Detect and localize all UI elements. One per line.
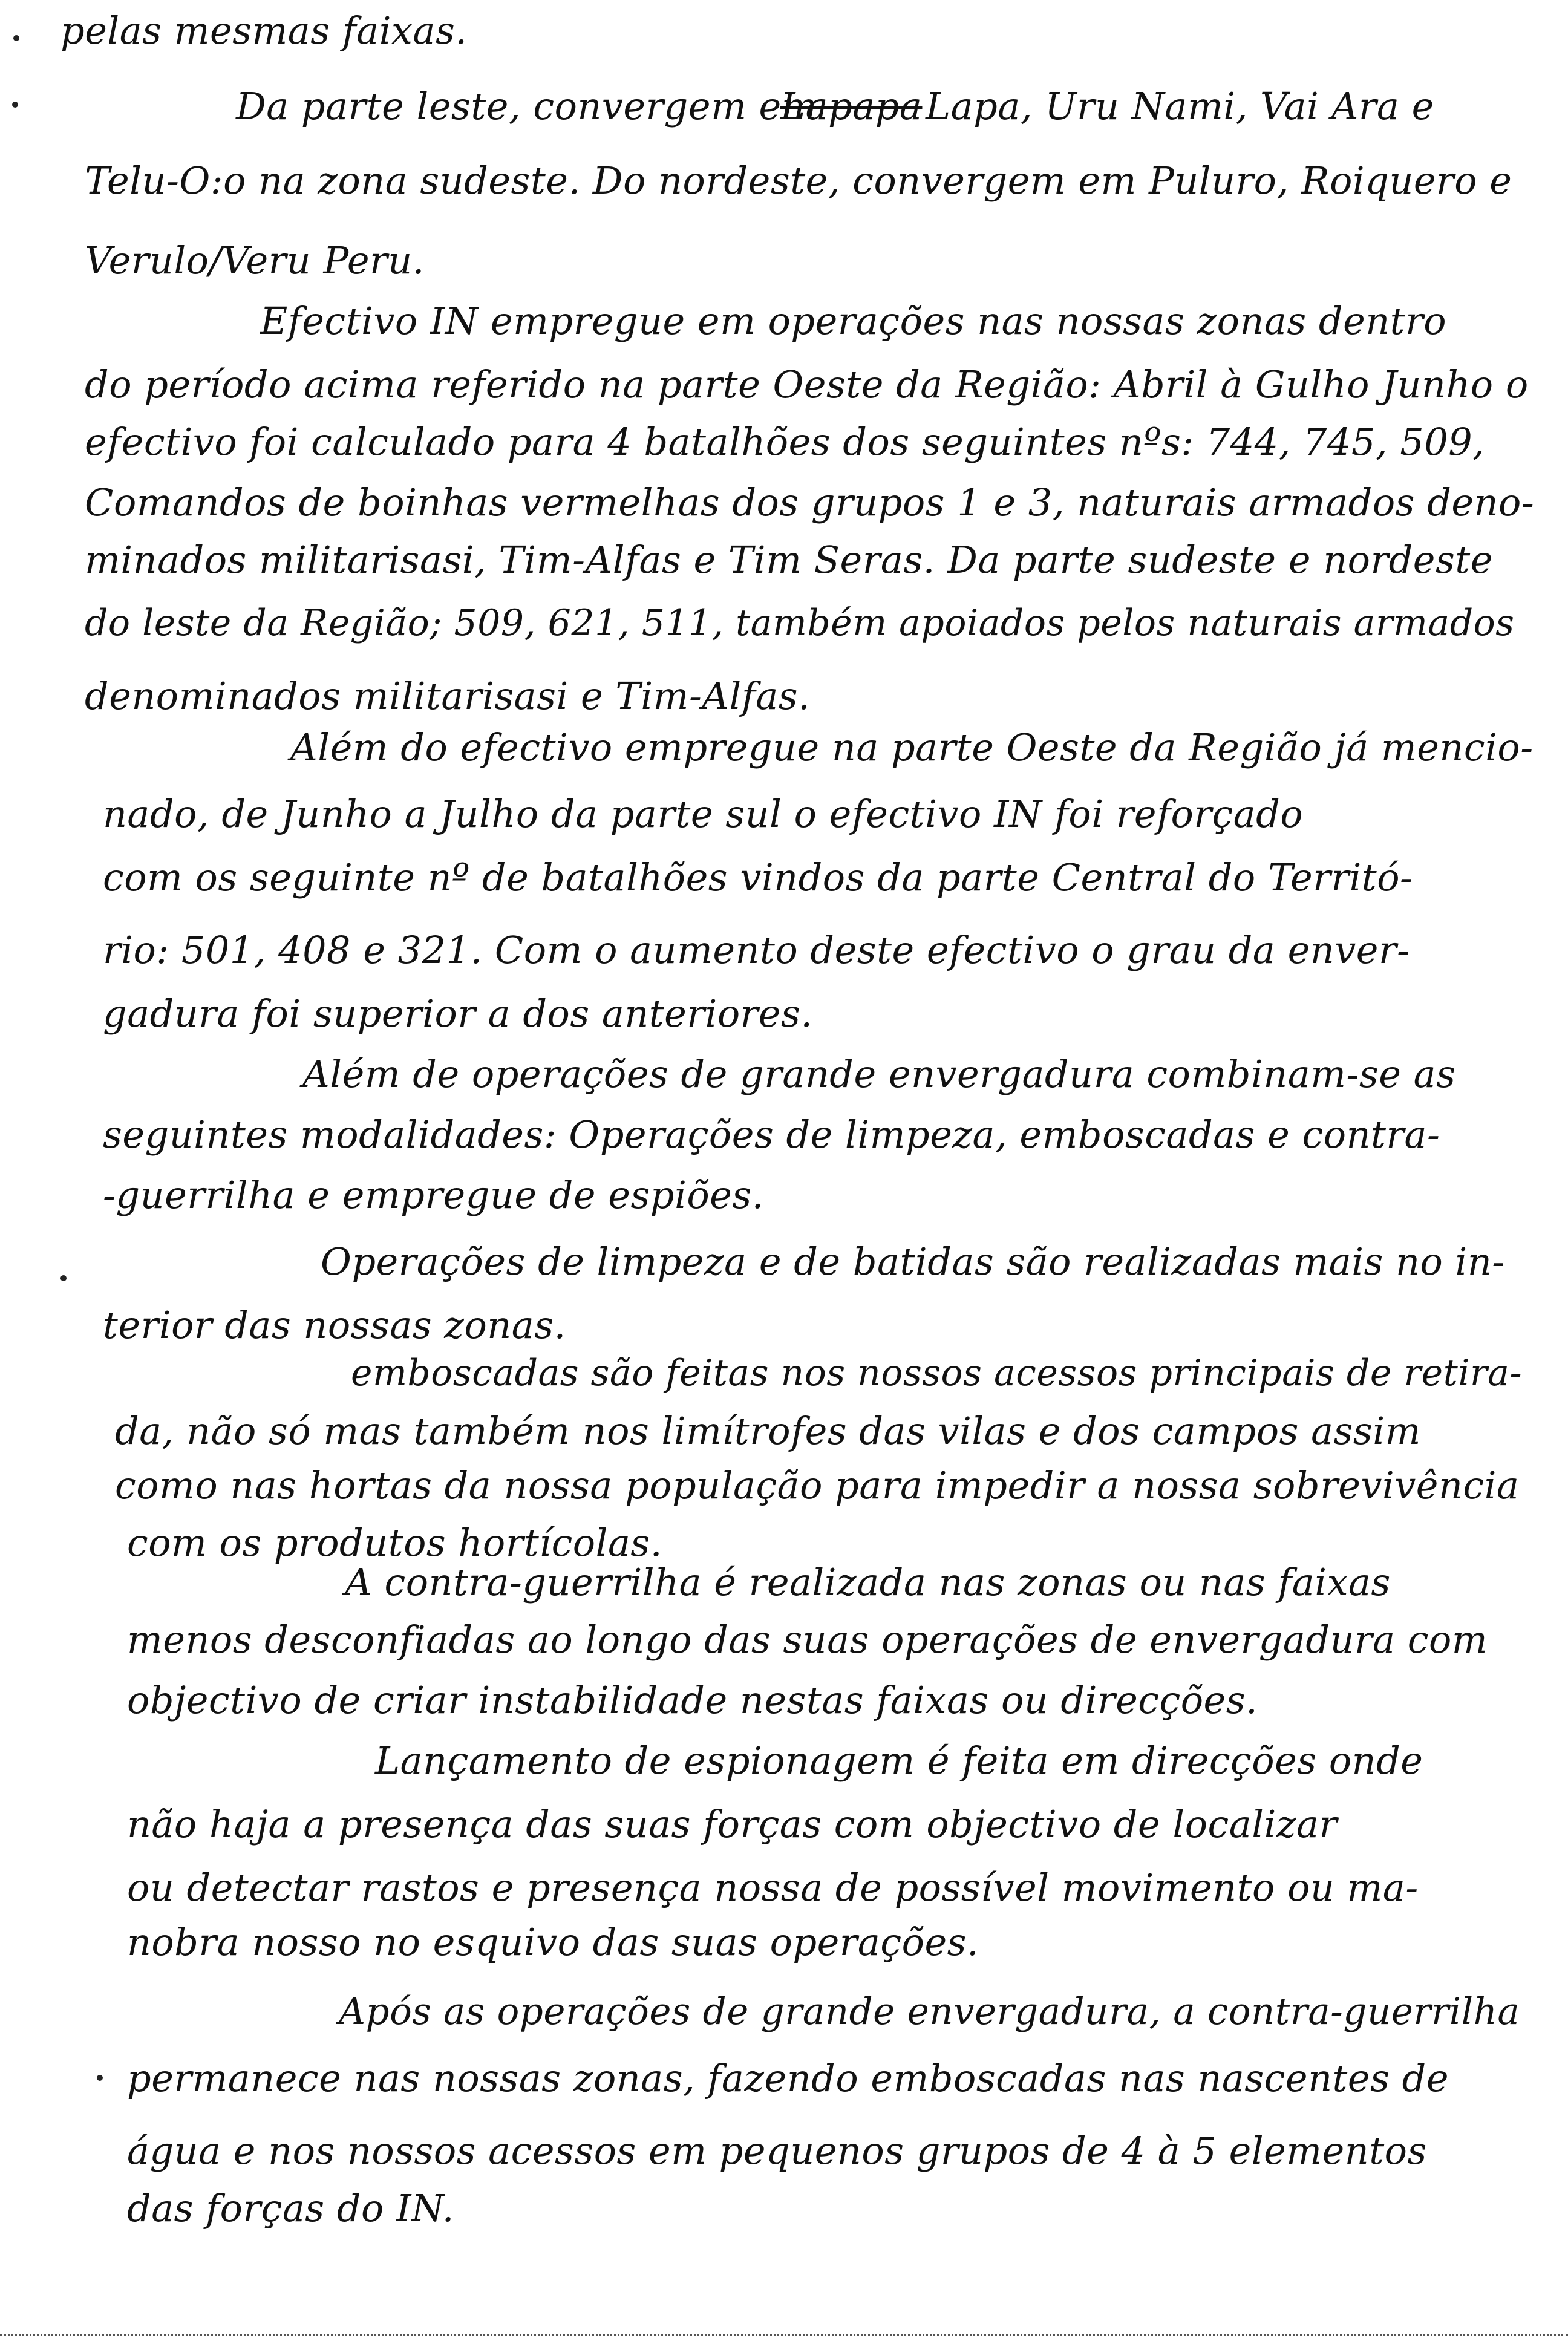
text-line: não haja a presença das suas forças com objectivo de localizar <box>127 1802 1338 1846</box>
text-line: Comandos de boinhas vermelhas dos grupos 1 e 3, naturais armados deno- <box>85 480 1535 524</box>
text-line: gadura foi superior a dos anteriores. <box>103 991 813 1036</box>
text-line: objectivo de criar instabilidade nestas faixas ou direcções. <box>127 1678 1258 1722</box>
text-line: nado, de Junho a Julho da parte sul o efectivo IN foi reforçado <box>103 792 1304 836</box>
text-line: pelas mesmas faixas. <box>60 8 468 53</box>
text-line: Verulo/Veru Peru. <box>85 238 425 282</box>
text-line: Além do efectivo empregue na parte Oeste da Região já mencio- <box>290 725 1534 769</box>
text-line: como nas hortas da nossa população para impedir a nossa sobrevivência <box>115 1463 1520 1507</box>
margin-dot <box>13 35 19 41</box>
text-line: menos desconfiadas ao longo das suas operações de envergadura com <box>127 1618 1488 1662</box>
text-line: com os produtos hortícolas. <box>127 1521 662 1565</box>
text-line: seguintes modalidades: Operações de limpeza, emboscadas e contra- <box>103 1112 1440 1157</box>
text-line: Lapa, Uru Nami, Vai Ara e <box>926 84 1434 128</box>
text-line: do período acima referido na parte Oeste da Região: Abril à Gulho Junho o <box>85 362 1529 406</box>
text-line: A contra-guerrilha é realizada nas zonas ou nas faixas <box>345 1560 1391 1604</box>
text-line: Efectivo IN empregue em operações nas nossas zonas dentro <box>260 299 1447 343</box>
text-line: -guerrilha e empregue de espiões. <box>103 1173 764 1217</box>
text-line: da, não só mas também nos limítrofes das vilas e dos campos assim <box>115 1409 1421 1453</box>
text-line: terior das nossas zonas. <box>103 1303 566 1347</box>
margin-dot <box>97 2075 103 2081</box>
text-line: Telu-O:o na zona sudeste. Do nordeste, convergem em Puluro, Roiquero e <box>85 158 1512 203</box>
text-line: minados militarisasi, Tim-Alfas e Tim Seras. Da parte sudeste e nordeste <box>85 538 1493 582</box>
text-line: nobra nosso no esquivo das suas operações. <box>127 1920 979 1964</box>
margin-dot <box>12 102 18 108</box>
text-line: efectivo foi calculado para 4 batalhões dos seguintes nºs: 744, 745, 509, <box>85 420 1485 464</box>
text-line: denominados militarisasi e Tim-Alfas. <box>85 674 811 718</box>
text-line: do leste da Região; 509, 621, 511, também apoiados pelos naturais armados <box>85 602 1515 644</box>
margin-dot <box>60 1275 67 1281</box>
struck-word: Lapapa <box>780 84 923 128</box>
scan-edge <box>0 2334 1568 2336</box>
text-line: ou detectar rastos e presença nossa de possível movimento ou ma- <box>127 1866 1419 1910</box>
text-line: Operações de limpeza e de batidas são realizadas mais no in- <box>321 1239 1505 1284</box>
text-line: água e nos nossos acessos em pequenos grupos de 4 à 5 elementos <box>127 2129 1427 2173</box>
text-line: Após as operações de grande envergadura, a contra-guerrilha <box>339 1990 1520 2033</box>
text-line: permanece nas nossas zonas, fazendo emboscadas nas nascentes de <box>127 2056 1449 2100</box>
text-line: Da parte leste, convergem em <box>236 84 818 128</box>
text-line: rio: 501, 408 e 321. Com o aumento deste efectivo o grau da enver- <box>103 928 1410 972</box>
text-line: das forças do IN. <box>127 2186 455 2230</box>
text-line: Lançamento de espionagem é feita em direcções onde <box>375 1739 1423 1783</box>
text-line: com os seguinte nº de batalhões vindos da parte Central do Territó- <box>103 855 1413 900</box>
text-line: Além de operações de grande envergadura combinam-se as <box>302 1052 1456 1096</box>
text-line: emboscadas são feitas nos nossos acessos principais de retira- <box>351 1352 1523 1394</box>
